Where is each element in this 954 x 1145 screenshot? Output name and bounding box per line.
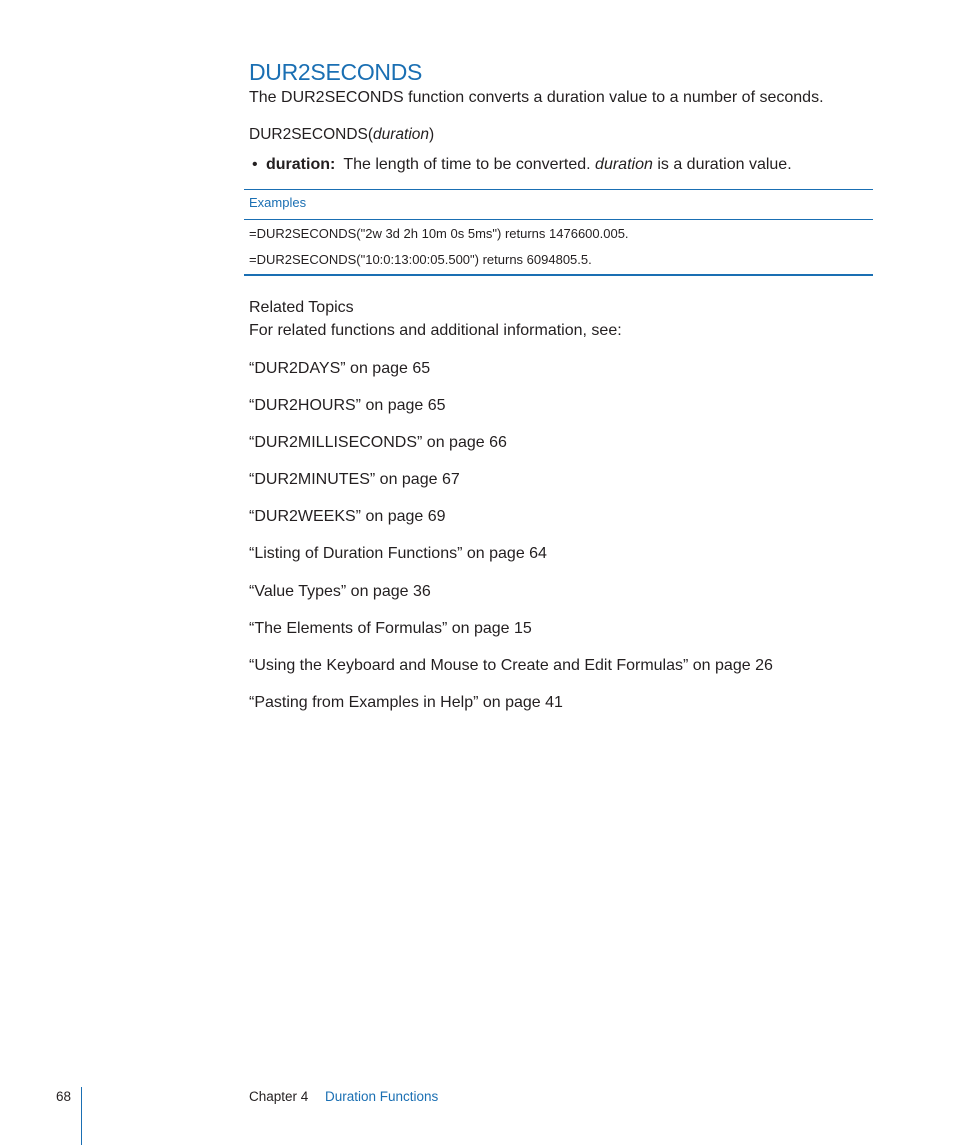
syntax-close-paren: ) (429, 126, 435, 143)
footer-chapter: Chapter 4 (249, 1089, 309, 1104)
related-topic-link[interactable]: “DUR2WEEKS” on page 69 (249, 508, 446, 526)
related-topics-title: Related Topics (249, 299, 354, 316)
argument-term: duration: (266, 156, 336, 173)
argument-text-after: is a duration value. (657, 156, 792, 173)
page-title: DUR2SECONDS (249, 59, 423, 85)
bullet-icon: • (252, 156, 258, 173)
related-topic-link[interactable]: “DUR2MILLISECONDS” on page 66 (249, 434, 507, 452)
related-topic-link[interactable]: “Value Types” on page 36 (249, 582, 431, 600)
syntax-argument: duration (373, 126, 430, 143)
footer-section: Duration Functions (325, 1089, 439, 1104)
related-topic-link[interactable]: “DUR2MINUTES” on page 67 (249, 471, 460, 489)
related-topic-link[interactable]: “Listing of Duration Functions” on page 64 (249, 545, 547, 563)
examples-table (244, 189, 873, 276)
argument-term-italic: duration (595, 156, 653, 173)
related-topics-list (249, 359, 773, 730)
syntax-function-name: DUR2SECONDS (249, 126, 368, 143)
footer-divider (81, 1087, 82, 1145)
related-topic-link[interactable]: “Pasting from Examples in Help” on page 41 (249, 693, 563, 711)
argument-text-before: The length of time to be converted. (343, 156, 591, 173)
function-syntax (249, 126, 434, 144)
related-topic-link[interactable]: “DUR2HOURS” on page 65 (249, 397, 446, 415)
related-topic-link[interactable]: “The Elements of Formulas” on page 15 (249, 619, 532, 637)
related-topic-link[interactable]: “Using the Keyboard and Mouse to Create and Edit Formulas” on page 26 (249, 656, 773, 674)
syntax-open-paren: ( (367, 126, 374, 143)
examples-divider (244, 219, 873, 220)
function-description: The DUR2SECONDS function converts a duration value to a number of seconds. (249, 89, 824, 106)
example-line: =DUR2SECONDS("2w 3d 2h 10m 0s 5ms") returns 1476600.005. (249, 226, 629, 241)
page-number: 68 (56, 1089, 72, 1104)
example-line: =DUR2SECONDS("10:0:13:00:05.500") returns 6094805.5. (249, 252, 592, 267)
examples-header: Examples (249, 195, 307, 210)
related-topics-intro: For related functions and additional information, see: (249, 322, 622, 339)
related-topic-link[interactable]: “DUR2DAYS” on page 65 (249, 360, 431, 377)
argument-item (252, 156, 792, 174)
